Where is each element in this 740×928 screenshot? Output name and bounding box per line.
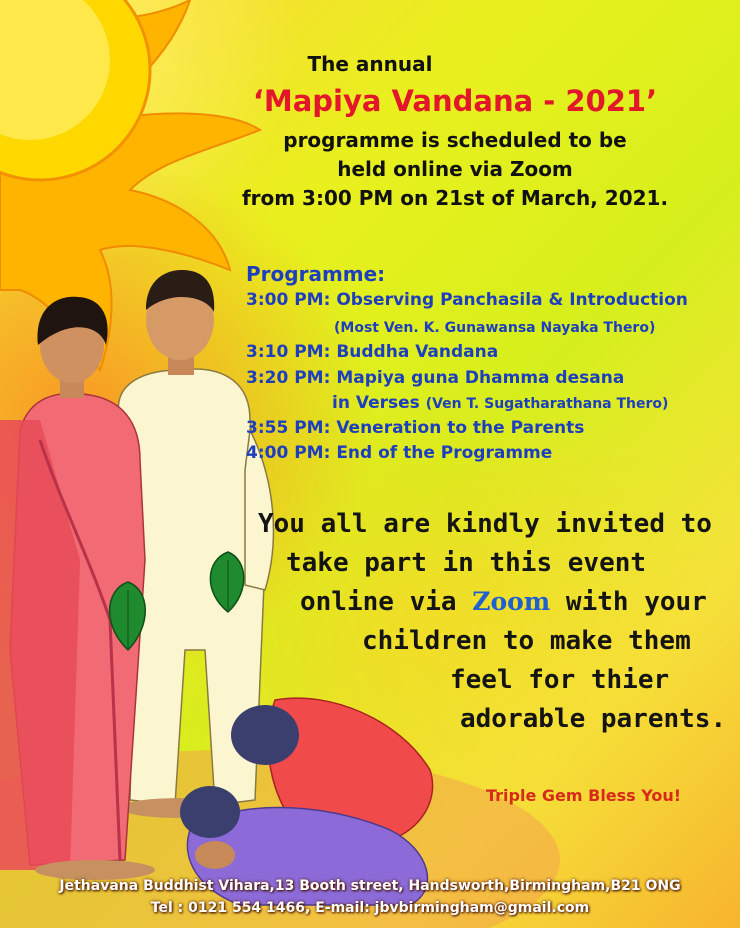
programme-item	[246, 368, 624, 388]
invitation-line: You all are kindly invited to	[258, 509, 712, 539]
footer-address: Jethavana Buddhist Vihara,13 Booth street, Handsworth,Birmingham,B21 ONG	[59, 878, 681, 894]
invitation-line: children to make them	[362, 626, 691, 656]
blessing-text: Triple Gem Bless You!	[486, 786, 682, 805]
programme-text: Buddha Vandana	[336, 342, 499, 362]
programme-text: in Verses	[332, 393, 420, 413]
programme-time: 3:20 PM:	[246, 368, 331, 388]
programme-text: Observing Panchasila & Introduction	[336, 290, 688, 310]
header-line-zoom: held online via Zoom	[337, 157, 573, 181]
programme-note	[334, 317, 655, 337]
programme-text: Mapiya guna Dhamma desana	[336, 368, 625, 388]
programme-note-text: (Most Ven. K. Gunawansa Nayaka Thero)	[334, 320, 656, 336]
invitation-text: online via	[300, 587, 457, 617]
invitation-line: adorable parents.	[460, 704, 727, 734]
programme-heading: Programme:	[246, 262, 386, 286]
programme-item	[246, 342, 498, 362]
programme-time: 3:10 PM:	[246, 342, 331, 362]
programme-note-text: (Ven T. Sugatharathana Thero)	[425, 396, 669, 412]
programme-time: 4:00 PM:	[246, 443, 331, 463]
programme-item	[246, 443, 552, 463]
programme-time: 3:55 PM:	[246, 418, 331, 438]
invitation-line: take part in this event	[286, 548, 647, 578]
invitation-line: feel for thier	[450, 665, 670, 695]
programme-item	[332, 393, 668, 413]
header-line-date: from 3:00 PM on 21st of March, 2021.	[241, 186, 669, 210]
invitation-text: with your	[565, 587, 707, 617]
event-title: ‘Mapiya Vandana - 2021’	[252, 84, 658, 118]
invitation-line	[300, 587, 707, 617]
programme-item	[246, 290, 688, 310]
programme-item	[246, 418, 584, 438]
zoom-word: Zoom	[472, 587, 551, 616]
header-line-programme: programme is scheduled to be	[283, 128, 627, 152]
programme-time: 3:00 PM:	[246, 290, 331, 310]
header-intro: The annual	[307, 52, 433, 76]
programme-text: End of the Programme	[336, 443, 553, 463]
footer-contact: Tel : 0121 554 1466, E-mail: jbvbirmingham@gmail.com	[150, 900, 590, 916]
programme-text: Veneration to the Parents	[336, 418, 585, 438]
